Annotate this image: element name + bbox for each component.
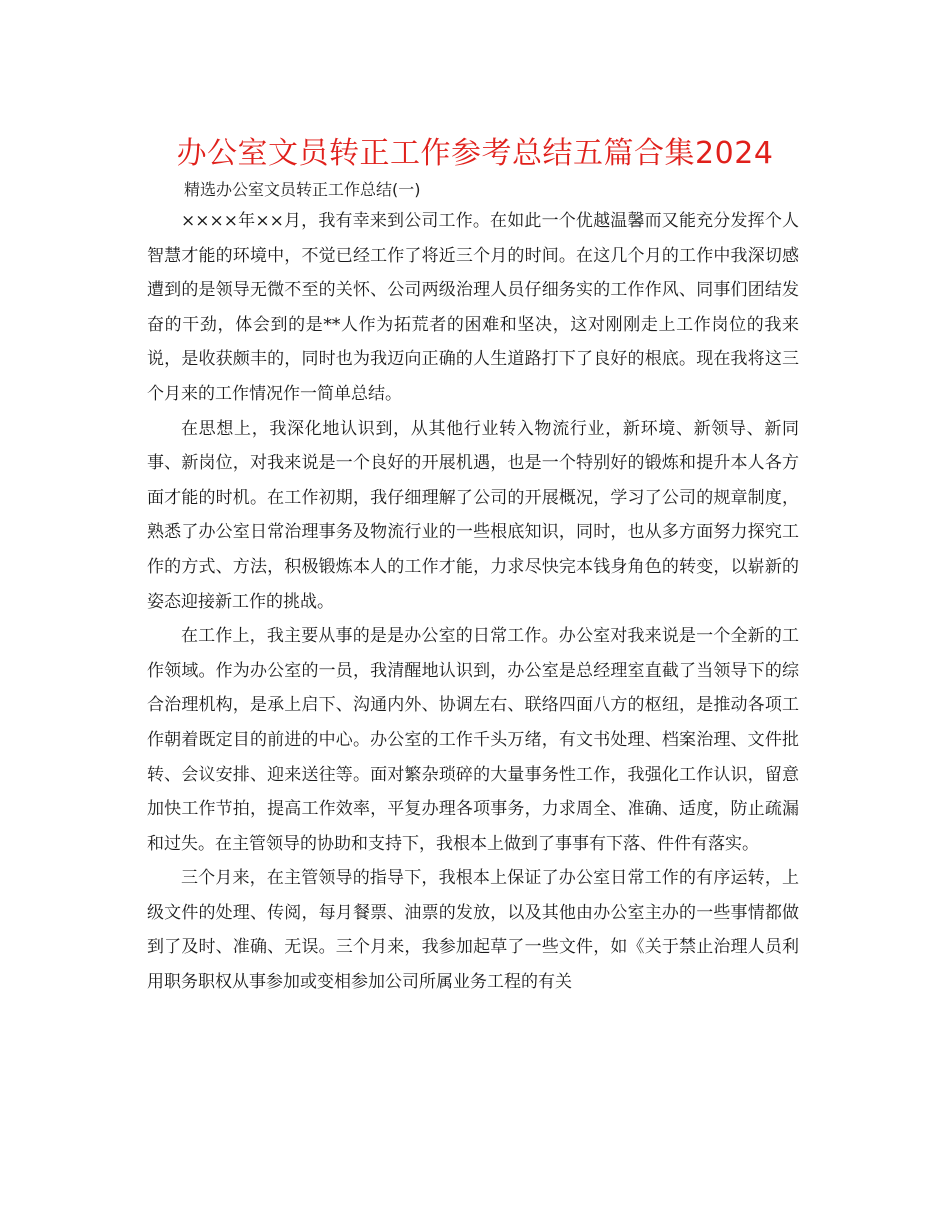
section-heading: 精选办公室文员转正工作总结(一) [184,180,421,199]
paragraph: 在思想上，我深化地认识到，从其他行业转入物流行业，新环境、新领导、新同事、新岗位，对我来说是一个良好的开展机遇，也是一个特别好的锻炼和提升本人各方面才能的时机。在工作初期，我仔细理解了公司的开展概况，学习了公司的规章制度，熟悉了办公室日常治理事务及物流行业的一些根底知识，同时，也从多方面努力探究工作的方式、方法，积极锻炼本人的工作才能，力求尽快完本钱身角色的转变，以崭新的姿态迎接新工作的挑战。 [147,418,799,612]
paragraph: 三个月来，在主管领导的指导下，我根本上保证了办公室日常工作的有序运转，上级文件的处理、传阅，每月餐票、油票的发放，以及其他由办公室主办的一些事情都做到了及时、准确、无误。三个月来，我参加起草了一些文件，如《关于禁止治理人员利用职务职权从事参加或变相参加公司所属业务工程的有关 [147,868,799,993]
document-title: 办公室文员转正工作参考总结五篇合集2024 [176,136,774,171]
paragraph: ××××年××月，我有幸来到公司工作。在如此一个优越温馨而又能充分发挥个人智慧才能的环境中，不觉已经工作了将近三个月的时间。在这几个月的工作中我深切感遭到的是领导无微不至的关怀、公司两级治理人员仔细务实的工作作风、同事们团结发奋的干劲，体会到的是**人作为拓荒者的困难和坚决，这对刚刚走上工作岗位的我来说，是收获颇丰的，同时也为我迈向正确的人生道路打下了良好的根底。现在我将这三个月来的工作情况作一简单总结。 [147,211,799,404]
document-body [147,204,799,1000]
paragraph: 在工作上，我主要从事的是是办公室的日常工作。办公室对我来说是一个全新的工作领域。作为办公室的一员，我清醒地认识到，办公室是总经理室直截了当领导下的综合治理机构，是承上启下、沟通内外、协调左右、联络四面八方的枢纽，是推动各项工作朝着既定目的前进的中心。办公室的工作千头万绪，有文书处理、档案治理、文件批转、会议安排、迎来送往等。面对繁杂琐碎的大量事务性工作，我强化工作认识，留意加快工作节拍，提高工作效率，平复办理各项事务，力求周全、准确、适度，防止疏漏和过失。在主管领导的协助和支持下，我根本上做到了事事有下落、件件有落实。 [147,626,799,854]
